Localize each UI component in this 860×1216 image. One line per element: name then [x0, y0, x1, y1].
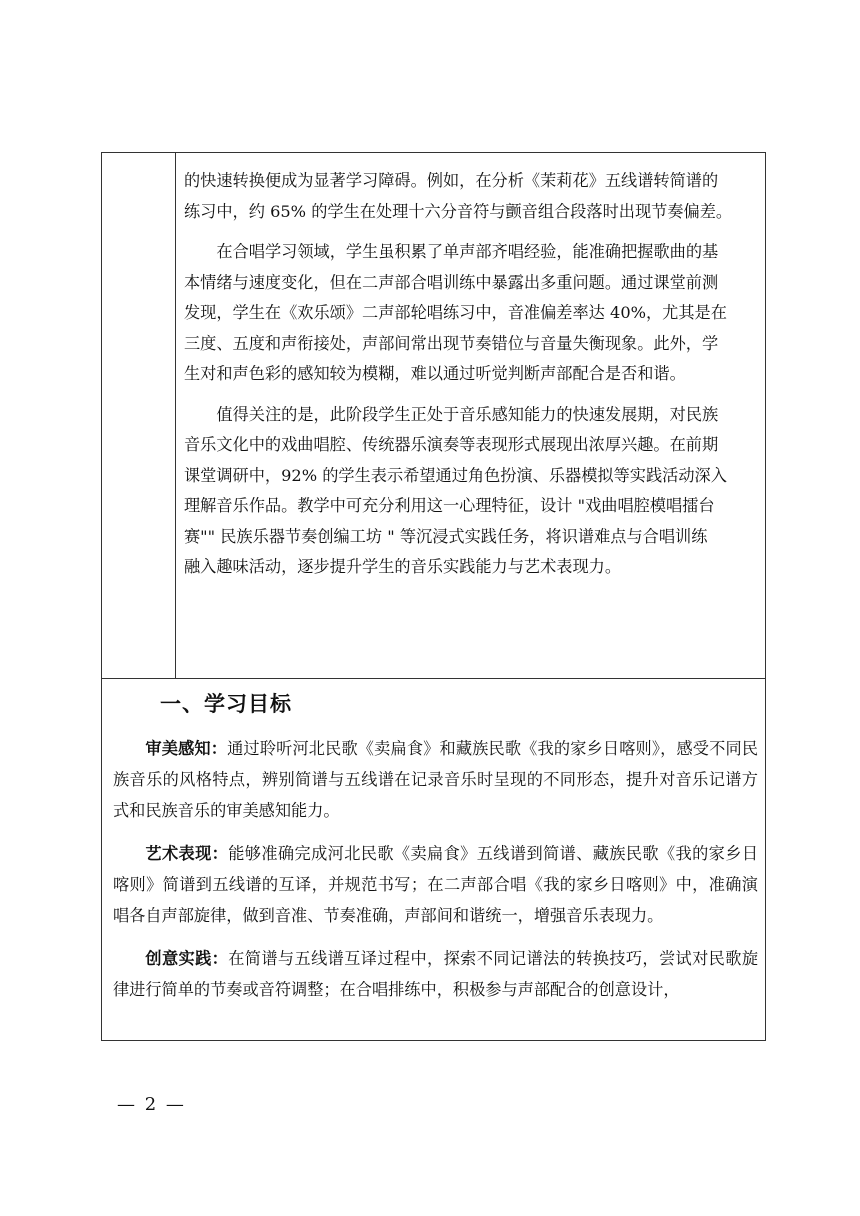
text-line: 融入趣味活动，逐步提升学生的音乐实践能力与艺术表现力。: [184, 557, 622, 576]
goal-label: 创意实践：: [145, 949, 229, 968]
text-line: 课堂调研中，92% 的学生表示希望通过角色扮演、乐器模拟等实践活动深入: [184, 465, 727, 485]
goal-text: 能够准确完成河北民歌《卖扁食》五线谱到简谱、藏族民歌《我的家乡日喀则》简谱到五线谱的互译，并规范书写；在二声部合唱《我的家乡日喀则》中，准确演唱各自声部旋律，做到音准、节奏准确，声部间和谐统一，增强音乐表现力。: [113, 844, 759, 925]
learning-situation-analysis: [184, 166, 758, 583]
goal-text: 在简谱与五线谱互译过程中，探索不同记谱法的转换技巧，尝试对民歌旋律进行简单的节奏或音符调整；在合唱排练中，积极参与声部配合的创意设计，: [113, 949, 759, 999]
section-heading: 一、学习目标: [160, 692, 292, 716]
text-line: 本情绪与速度变化，但在二声部合唱训练中暴露出多重问题。通过课堂前测: [184, 272, 719, 292]
text-line: 的快速转换便成为显著学习障碍。例如，在分析《茉莉花》五线谱转简谱的: [184, 171, 719, 190]
table-column-divider: [175, 152, 176, 679]
table-row-divider: [101, 678, 766, 679]
text-line: 理解音乐作品。教学中可充分利用这一心理特征，设计 "戏曲唱腔模唱擂台: [184, 496, 715, 515]
goal-label: 艺术表现：: [145, 844, 229, 863]
text-line: 值得关注的是，此阶段学生正处于音乐感知能力的快速发展期，对民族: [216, 404, 719, 424]
text-line: 三度、五度和声衔接处，声部间常出现节奏错位与音量失衡现象。此外，学: [184, 333, 719, 353]
text-line: 发现，学生在《欢乐颂》二声部轮唱练习中，音准偏差率达 40%，尤其是在: [184, 303, 727, 322]
goal-text: 通过聆听河北民歌《卖扁食》和藏族民歌《我的家乡日喀则》，感受不同民族音乐的风格特点，辨别简谱与五线谱在记录音乐时呈现的不同形态，提升对音乐记谱方式和民族音乐的审美感知能力。: [113, 739, 759, 820]
goal-artistic-expression: [113, 838, 758, 931]
text-line: 赛"" 民族乐器节奏创编工坊 " 等沉浸式实践任务，将识谱难点与合唱训练: [184, 526, 708, 546]
goal-creative-practice: [113, 943, 758, 1005]
goal-aesthetic-perception: [113, 733, 758, 826]
text-line: 练习中，约 65% 的学生在处理十六分音符与颤音组合段落时出现节奏偏差。: [184, 201, 733, 221]
text-line: 音乐文化中的戏曲唱腔、传统器乐演奏等表现形式展现出浓厚兴趣。在前期: [184, 435, 719, 454]
text-line: 生对和声色彩的感知较为模糊，难以通过听觉判断声部配合是否和谐。: [184, 364, 686, 383]
goal-label: 审美感知：: [145, 739, 228, 758]
learning-goals: [113, 733, 758, 1005]
page-number: — 2 —: [117, 1094, 186, 1115]
text-line: 在合唱学习领域，学生虽积累了单声部齐唱经验，能准确把握歌曲的基: [216, 242, 719, 261]
